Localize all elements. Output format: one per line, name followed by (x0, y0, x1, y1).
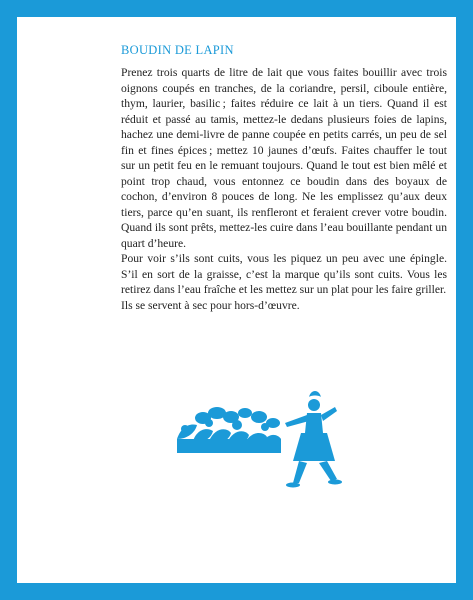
flowers-icon (177, 407, 281, 453)
page-number: 26 (428, 582, 439, 594)
recipe-title: BOUDIN DE LAPIN (121, 43, 234, 57)
dancer-icon (285, 391, 342, 488)
flowers-dancer-illustration-icon (173, 383, 348, 493)
paragraph-service: Ils se servent à sec pour hors-d’œuvre. (121, 298, 300, 312)
paragraph-preparation: Prenez trois quarts de litre de lait que vous faites bouillir avec trois oignons coupés en tranches, de la coriandre, persil, ciboule entière, thym, laurier, basilic ; faites réduire ce lait à un tiers. Quand il est réduit et passé au tamis, mettez-le dedans plusieurs foies de lapins, hachez une demi-livre de panne coupée en petits carrés, un peu de sel fin et fines épices ; mettez 10 jaunes d’œufs. Faites chauffer le tout sur un petit feu en le remuant toujours. Quand le tout est bien mêlé et point trop chaud, vous entonnez ce boudin dans des boyaux de cochon, d’environ 8 pouces de long. Ne les emplissez qu’aux deux tiers, parce qu’en suant, ils renfleront et feraient crever votre boudin. Quand ils sont prêts, mettez-les cuire dans l’eau bouillante pendant un quart d’heure. (121, 66, 447, 250)
recipe-body (121, 65, 447, 313)
footer-caption: RÉVEIL D'ESCOFFIER (372, 587, 427, 592)
paragraph-cuisson: Pour voir s’ils sont cuits, vous les piquez un peu avec une épingle. S’il en sort de la graisse, c’est la marque qu’ils sont cuits. Vous les retirez dans l’eau fraîche et les mettez sur un plat pour les faire griller. (121, 252, 447, 296)
